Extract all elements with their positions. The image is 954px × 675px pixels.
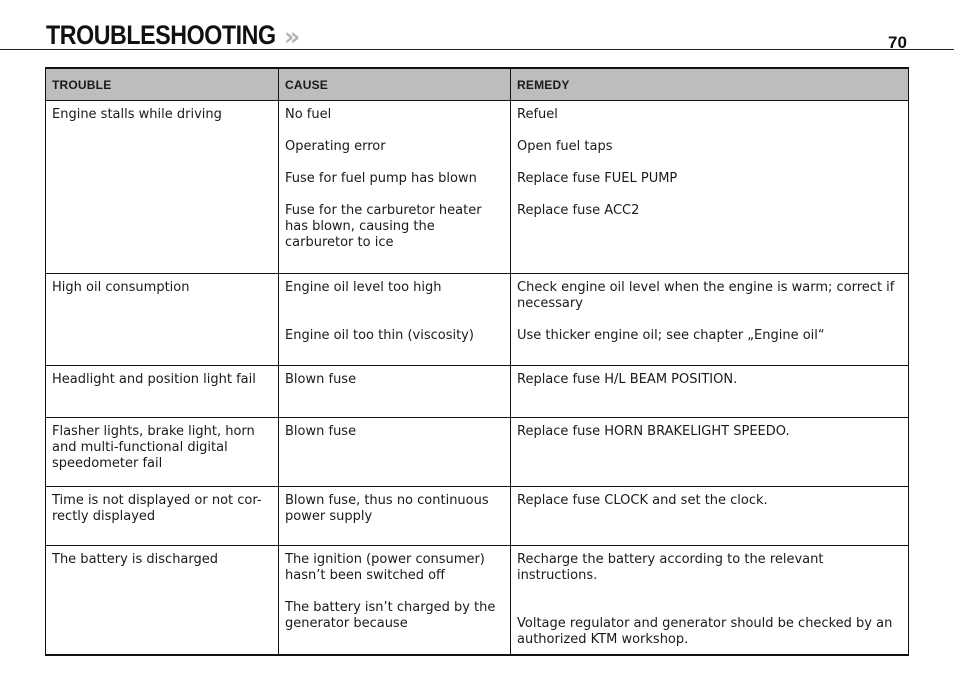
remedy-item: Replace fuse CLOCK and set the clock. — [517, 493, 768, 508]
remedy-item: Refuel — [517, 107, 558, 122]
troubleshooting-table — [45, 67, 909, 656]
cause-item: Operating error — [285, 139, 386, 154]
cause-item: The battery isn’t charged by the generator because — [285, 600, 496, 631]
remedy-item: Replace fuse ACC2 — [517, 203, 640, 218]
remedy-item: Voltage regulator and generator should be checked by an authorized KTM workshop. — [517, 616, 893, 647]
remedy-cell — [511, 366, 909, 418]
trouble-cell — [46, 546, 279, 656]
remedy-item: Open fuel taps — [517, 139, 613, 154]
table-row — [46, 366, 909, 418]
remedy-item: Check engine oil level when the engine is warm; correct if necessary — [517, 280, 895, 311]
remedy-item: Replace fuse FUEL PUMP — [517, 171, 678, 186]
cause-cell — [279, 274, 511, 366]
cause-cell — [279, 418, 511, 487]
remedy-cell — [511, 546, 909, 656]
column-header-cause: CAUSE — [279, 68, 511, 101]
cause-item: Engine oil too thin (viscosity) — [285, 328, 474, 343]
column-header-remedy: REMEDY — [511, 68, 909, 101]
trouble-cell — [46, 274, 279, 366]
remedy-item: Replace fuse H/L BEAM POSITION. — [517, 372, 738, 387]
remedy-cell — [511, 274, 909, 366]
remedy-cell — [511, 487, 909, 546]
table-row — [46, 546, 909, 656]
trouble-text: High oil consumption — [52, 280, 190, 295]
double-chevron-icon: » — [284, 22, 301, 51]
trouble-text: Engine stalls while driving — [52, 107, 222, 122]
table-row — [46, 101, 909, 274]
cause-item: Blown fuse — [285, 424, 357, 439]
trouble-cell — [46, 101, 279, 274]
table-row — [46, 487, 909, 546]
page-number: 70 — [888, 33, 907, 52]
cause-cell — [279, 546, 511, 656]
trouble-text: Headlight and position light fail — [52, 372, 256, 387]
column-header-trouble: TROUBLE — [46, 68, 279, 101]
trouble-cell — [46, 418, 279, 487]
trouble-cell — [46, 366, 279, 418]
remedy-cell — [511, 101, 909, 274]
table-header-row — [46, 68, 909, 101]
cause-item: Engine oil level too high — [285, 280, 442, 295]
table-row — [46, 418, 909, 487]
remedy-item: Recharge the battery according to the relevant instructions. — [517, 552, 824, 583]
cause-item: Fuse for fuel pump has blown — [285, 171, 477, 186]
remedy-item: Replace fuse HORN BRAKELIGHT SPEEDO. — [517, 424, 790, 439]
cause-item: Fuse for the carburetor heater has blown, causing the carburetor to ice — [285, 203, 482, 250]
trouble-text: Flasher lights, brake light, horn and multi-functional digital speedometer fail — [52, 424, 255, 471]
trouble-text: The battery is discharged — [52, 552, 219, 567]
trouble-cell — [46, 487, 279, 546]
remedy-item: Use thicker engine oil; see chapter „Engine oil“ — [517, 328, 825, 343]
cause-item: Blown fuse, thus no continuous power supply — [285, 493, 489, 524]
header-divider — [0, 49, 954, 50]
table-row — [46, 274, 909, 366]
cause-cell — [279, 366, 511, 418]
cause-item: No fuel — [285, 107, 332, 122]
page-title: TROUBLESHOOTING — [46, 20, 276, 50]
cause-item: Blown fuse — [285, 372, 357, 387]
cause-cell — [279, 101, 511, 274]
cause-item: The ignition (power consumer) hasn’t been switched off — [285, 552, 485, 583]
remedy-cell — [511, 418, 909, 487]
cause-cell — [279, 487, 511, 546]
trouble-text: Time is not displayed or not cor-rectly displayed — [52, 493, 262, 524]
